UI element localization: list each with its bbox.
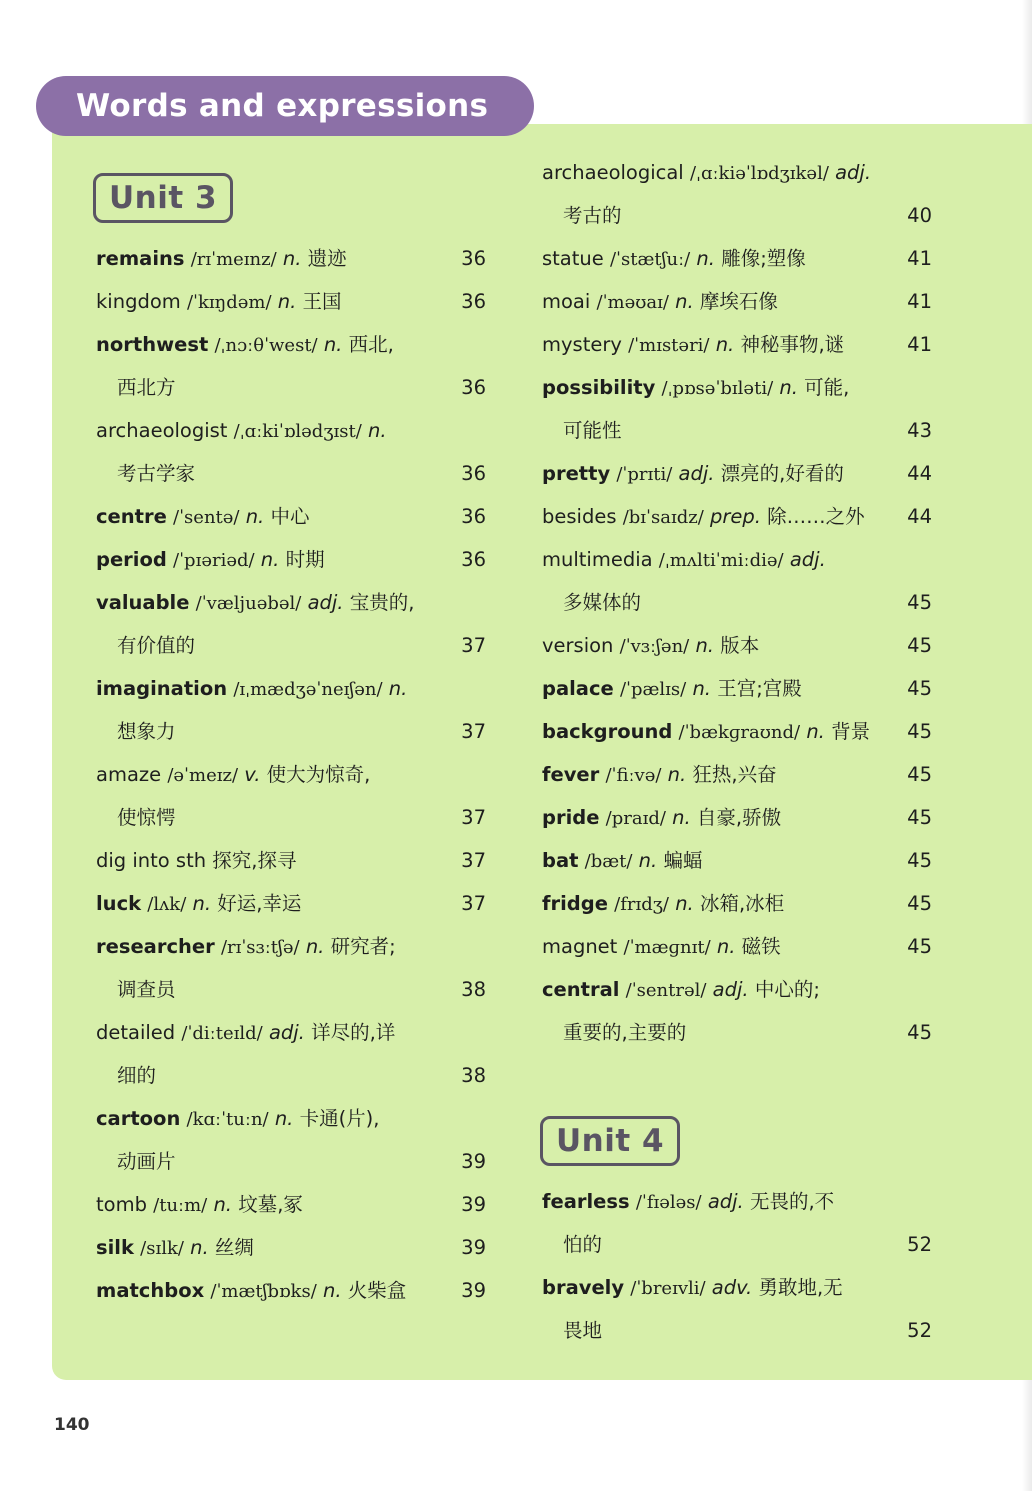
entry-line [542, 753, 932, 796]
phonetic: /ˌmʌltiˈmiːdiə/ [658, 550, 784, 571]
part-of-speech: n. [245, 505, 265, 528]
phonetic: /ˈstætʃuː/ [609, 249, 691, 270]
entry-line [542, 495, 932, 538]
chinese-gloss: 勇敢地,无 [758, 1276, 843, 1299]
part-of-speech: n. [692, 677, 711, 700]
section-title: Words and expressions [76, 88, 489, 124]
unit-4-title: Unit 4 [555, 1123, 665, 1159]
chinese-gloss: 蝙蝠 [663, 849, 703, 872]
chinese-gloss: 探究,探寻 [212, 849, 297, 872]
entry-line [96, 452, 486, 495]
part-of-speech: adj. [268, 1021, 305, 1044]
page-ref: 52 [907, 1319, 932, 1342]
part-of-speech: v. [244, 763, 261, 786]
page-ref: 37 [461, 806, 486, 829]
chinese-gloss: 版本 [720, 634, 760, 657]
vocab-entry [96, 925, 486, 1011]
headword: cartoon [96, 1107, 181, 1130]
part-of-speech: n. [695, 634, 714, 657]
headword: bat [542, 849, 579, 872]
vocab-entry [542, 753, 932, 796]
phonetic: /rɪˈmeɪnz/ [190, 249, 277, 270]
chinese-gloss: 丝绸 [214, 1236, 254, 1259]
chinese-gloss: 摩埃石像 [699, 290, 778, 313]
headword: silk [96, 1236, 134, 1259]
chinese-gloss: 漂亮的,好看的 [720, 462, 844, 485]
part-of-speech: n. [322, 1279, 342, 1302]
entry-line [96, 1054, 486, 1097]
vocab-entry [96, 1011, 486, 1097]
entry-line [96, 667, 486, 710]
chinese-gloss: 畏地 [563, 1319, 603, 1342]
phonetic: /əˈmeɪz/ [167, 765, 239, 786]
headword: background [542, 720, 673, 743]
phonetic: /kɑːˈtuːn/ [186, 1109, 269, 1130]
entry-line [96, 925, 486, 968]
entry-line [96, 366, 486, 409]
chinese-gloss: 磁铁 [741, 935, 781, 958]
vocab-entry [542, 237, 932, 280]
chinese-gloss: 详尽的,详 [311, 1021, 396, 1044]
entry-line [96, 495, 486, 538]
entry-line [96, 280, 486, 323]
headword: besides [542, 505, 617, 528]
phonetic: /ˈvæljuəbəl/ [195, 593, 302, 614]
part-of-speech: n. [213, 1193, 233, 1216]
vocab-entry [96, 882, 486, 925]
page-ref: 45 [907, 849, 932, 872]
page-number: 140 [54, 1415, 90, 1435]
headword: archaeologist [96, 419, 228, 442]
entry-line [96, 710, 486, 753]
vocab-entry [542, 882, 932, 925]
entry-line [96, 1269, 486, 1312]
page-ref: 39 [461, 1236, 486, 1259]
page-ref: 45 [907, 892, 932, 915]
entry-line [96, 882, 486, 925]
part-of-speech: n. [367, 419, 387, 442]
entry-line [542, 237, 932, 280]
entry-line [96, 796, 486, 839]
entry-line [542, 323, 932, 366]
chinese-gloss: 使惊愕 [117, 806, 176, 829]
entry-line [542, 925, 932, 968]
chinese-gloss: 无畏的,不 [749, 1190, 835, 1213]
headword: magnet [542, 935, 618, 958]
phonetic: /ɪˌmædʒəˈneɪʃən/ [233, 679, 383, 700]
chinese-gloss: 自豪,骄傲 [696, 806, 782, 829]
headword: luck [96, 892, 142, 915]
headword: fever [542, 763, 600, 786]
vocab-entry [542, 323, 932, 366]
part-of-speech: n. [715, 333, 735, 356]
unit-4-label [540, 1116, 680, 1166]
chinese-gloss: 想象力 [117, 720, 176, 743]
part-of-speech: n. [323, 333, 343, 356]
chinese-gloss: 狂热,兴奋 [692, 763, 777, 786]
entry-line [542, 882, 932, 925]
entry-line [96, 624, 486, 667]
vocab-entry [96, 1269, 486, 1312]
headword: mystery [542, 333, 622, 356]
vocab-entry [96, 1226, 486, 1269]
chinese-gloss: 王国 [302, 290, 342, 313]
page-ref: 39 [461, 1279, 486, 1302]
entry-line [542, 1011, 932, 1054]
headword: amaze [96, 763, 162, 786]
vocab-entry [96, 753, 486, 839]
chinese-gloss: 遗迹 [307, 247, 347, 270]
entry-line [542, 409, 932, 452]
chinese-gloss: 有价值的 [117, 634, 196, 657]
part-of-speech: n. [806, 720, 825, 743]
chinese-gloss: 雕像;塑像 [721, 247, 806, 270]
vocab-entry [542, 495, 932, 538]
chinese-gloss: 坟墓,冢 [238, 1193, 303, 1216]
page-ref: 40 [907, 204, 932, 227]
page-ref: 45 [907, 763, 932, 786]
vocab-entry [542, 624, 932, 667]
part-of-speech: n. [277, 290, 297, 313]
headword: statue [542, 247, 604, 270]
vocab-entry [96, 581, 486, 667]
page-ref: 39 [461, 1150, 486, 1173]
phonetic: /praɪd/ [605, 808, 666, 829]
unit-3-word-list [96, 237, 486, 1312]
chinese-gloss: 王宫;宫殿 [717, 677, 802, 700]
headword: bravely [542, 1276, 625, 1299]
page-ref: 45 [907, 634, 932, 657]
page-ref: 41 [907, 333, 932, 356]
vocab-entry [542, 667, 932, 710]
entry-line [542, 1180, 932, 1223]
vocab-entry [542, 366, 932, 452]
part-of-speech: n. [675, 290, 694, 313]
part-of-speech: n. [260, 548, 280, 571]
vocab-entry [542, 151, 932, 237]
vocab-entry [96, 839, 486, 882]
entry-line [96, 1183, 486, 1226]
headword: fridge [542, 892, 608, 915]
phonetic: /ˈpælɪs/ [619, 679, 687, 700]
entry-line [542, 1223, 932, 1266]
entry-line [96, 1097, 486, 1140]
part-of-speech: adj. [712, 978, 749, 1001]
page-ref: 52 [907, 1233, 932, 1256]
page-ref: 37 [461, 849, 486, 872]
part-of-speech: n. [672, 806, 691, 829]
chinese-gloss: 动画片 [117, 1150, 176, 1173]
headword: matchbox [96, 1279, 205, 1302]
phonetic: /bæt/ [584, 851, 633, 872]
vocab-entry [542, 1266, 932, 1352]
phonetic: /sɪlk/ [140, 1238, 184, 1259]
chinese-gloss: 背景 [831, 720, 871, 743]
phonetic: /ˈprɪti/ [616, 464, 673, 485]
headword: northwest [96, 333, 209, 356]
headword: archaeological [542, 161, 684, 184]
part-of-speech: n. [667, 763, 687, 786]
chinese-gloss: 西北, [348, 333, 394, 356]
entry-line [542, 194, 932, 237]
entry-line [96, 538, 486, 581]
entry-line [96, 1226, 486, 1269]
chinese-gloss: 考古学家 [117, 462, 196, 485]
part-of-speech: n. [282, 247, 302, 270]
headword: moai [542, 290, 591, 313]
entry-line [96, 1140, 486, 1183]
headword: tomb [96, 1193, 147, 1216]
unit-3-title: Unit 3 [108, 180, 218, 216]
chinese-gloss: 使大为惊奇, [266, 763, 371, 786]
entry-line [96, 323, 486, 366]
part-of-speech: adj. [789, 548, 826, 571]
page-ref: 38 [461, 1064, 486, 1087]
phonetic: /ˌɑːkiəˈlɒdʒɪkəl/ [689, 163, 829, 184]
headword: imagination [96, 677, 228, 700]
chinese-gloss: 时期 [285, 548, 325, 571]
phonetic: /ˈfiːvə/ [605, 765, 662, 786]
vocab-entry [96, 667, 486, 753]
part-of-speech: adj. [678, 462, 715, 485]
unit-4-word-list [542, 1180, 932, 1352]
page-ref: 45 [907, 677, 932, 700]
headword: possibility [542, 376, 656, 399]
entry-line [542, 968, 932, 1011]
part-of-speech: n. [388, 677, 408, 700]
page-ref: 45 [907, 1021, 932, 1044]
vocab-entry [542, 925, 932, 968]
vocab-entry [542, 538, 932, 624]
phonetic: /ˌɑːkiˈɒlədʒɪst/ [233, 421, 362, 442]
vocab-entry [96, 280, 486, 323]
page-ref: 36 [461, 462, 486, 485]
page-ref: 45 [907, 591, 932, 614]
entry-line [96, 753, 486, 796]
part-of-speech: adj. [307, 591, 344, 614]
page-ref: 41 [907, 247, 932, 270]
unit-3-word-list-continued [542, 151, 932, 1054]
phonetic: /ˈbreɪvli/ [630, 1278, 706, 1299]
chinese-gloss: 研究者; [330, 935, 396, 958]
page-ref: 37 [461, 634, 486, 657]
page-ref: 44 [907, 505, 932, 528]
entry-line [96, 581, 486, 624]
chinese-gloss: 调查员 [117, 978, 176, 1001]
part-of-speech: n. [638, 849, 658, 872]
vocab-entry [96, 237, 486, 280]
phonetic: /ˈfɪələs/ [635, 1192, 702, 1213]
vocab-entry [542, 710, 932, 753]
vocab-entry [96, 538, 486, 581]
page-ref: 36 [461, 290, 486, 313]
part-of-speech: n. [305, 935, 325, 958]
phonetic: /ˈkɪŋdəm/ [186, 292, 272, 313]
entry-line [542, 667, 932, 710]
part-of-speech: n. [696, 247, 715, 270]
phonetic: /frɪdʒ/ [614, 894, 669, 915]
part-of-speech: n. [274, 1107, 294, 1130]
page-ref: 36 [461, 376, 486, 399]
phonetic: /ˈsentə/ [173, 507, 240, 528]
section-title-banner [36, 76, 534, 136]
headword: kingdom [96, 290, 181, 313]
entry-line [542, 452, 932, 495]
page-ref: 39 [461, 1193, 486, 1216]
part-of-speech: prep. [710, 505, 761, 528]
vocab-entry [96, 409, 486, 495]
page-ref: 38 [461, 978, 486, 1001]
entry-line [542, 581, 932, 624]
chinese-gloss: 宝贵的, [349, 591, 415, 614]
part-of-speech: n. [716, 935, 736, 958]
unit-3-label [93, 173, 233, 223]
page-ref: 37 [461, 892, 486, 915]
entry-line [542, 796, 932, 839]
chinese-gloss: 卡通(片), [299, 1107, 380, 1130]
page-ref: 36 [461, 505, 486, 528]
headword: remains [96, 247, 185, 270]
page-ref: 36 [461, 548, 486, 571]
phonetic: /ˈsentrəl/ [625, 980, 707, 1001]
entry-line [542, 624, 932, 667]
entry-line [542, 839, 932, 882]
chinese-gloss: 考古的 [563, 204, 622, 227]
phonetic: /ˌpɒsəˈbɪləti/ [661, 378, 774, 399]
chinese-gloss: 怕的 [563, 1233, 603, 1256]
phonetic: /ˈvɜːʃən/ [619, 636, 690, 657]
page-ref: 36 [461, 247, 486, 270]
part-of-speech: adv. [711, 1276, 753, 1299]
headword: version [542, 634, 614, 657]
chinese-gloss: 好运,幸运 [217, 892, 302, 915]
entry-line [96, 1011, 486, 1054]
phonetic: /ˈdiːteɪld/ [181, 1023, 263, 1044]
vocab-entry [96, 1097, 486, 1183]
chinese-gloss: 中心 [270, 505, 310, 528]
phonetic: /tuːm/ [153, 1195, 208, 1216]
vocab-entry [96, 495, 486, 538]
entry-line [542, 710, 932, 753]
chinese-gloss: 可能性 [563, 419, 622, 442]
part-of-speech: adj. [707, 1190, 744, 1213]
chinese-gloss: 可能, [804, 376, 850, 399]
chinese-gloss: 冰箱,冰柜 [699, 892, 785, 915]
phonetic: /lʌk/ [147, 894, 187, 915]
vocab-entry [542, 280, 932, 323]
chinese-gloss: 重要的,主要的 [563, 1021, 687, 1044]
part-of-speech: n. [190, 1236, 209, 1259]
phonetic: /bɪˈsaɪdz/ [622, 507, 704, 528]
phonetic: /ˈmɪstəri/ [628, 335, 710, 356]
page-ref: 37 [461, 720, 486, 743]
page-ref: 45 [907, 720, 932, 743]
chinese-gloss: 多媒体的 [563, 591, 642, 614]
entry-line [542, 280, 932, 323]
phonetic: /ˈməʊaɪ/ [596, 292, 669, 313]
part-of-speech: n. [192, 892, 212, 915]
headword: detailed [96, 1021, 176, 1044]
entry-line [542, 366, 932, 409]
vocab-entry [542, 968, 932, 1054]
entry-line [96, 968, 486, 1011]
entry-line [542, 1309, 932, 1352]
vocab-entry [542, 452, 932, 495]
part-of-speech: n. [779, 376, 798, 399]
vocab-entry [542, 1180, 932, 1266]
page-ref: 45 [907, 806, 932, 829]
phonetic: /rɪˈsɜːtʃə/ [220, 937, 300, 958]
entry-line [96, 237, 486, 280]
phonetic: /ˈmætʃbɒks/ [210, 1281, 317, 1302]
headword: palace [542, 677, 614, 700]
phonetic: /ˈpɪəriəd/ [173, 550, 255, 571]
chinese-gloss: 除……之外 [767, 505, 865, 528]
entry-line [542, 1266, 932, 1309]
headword: central [542, 978, 620, 1001]
headword: pride [542, 806, 600, 829]
headword: valuable [96, 591, 190, 614]
part-of-speech: adj. [835, 161, 872, 184]
headword: multimedia [542, 548, 653, 571]
headword: researcher [96, 935, 215, 958]
chinese-gloss: 神秘事物,谜 [740, 333, 845, 356]
page-ref: 43 [907, 419, 932, 442]
entry-line [542, 151, 932, 194]
chinese-gloss: 中心的; [754, 978, 820, 1001]
headword: pretty [542, 462, 611, 485]
chinese-gloss: 细的 [117, 1064, 157, 1087]
entry-line [542, 538, 932, 581]
headword: fearless [542, 1190, 630, 1213]
chinese-gloss: 火柴盒 [347, 1279, 407, 1302]
entry-line [96, 839, 486, 882]
headword: centre [96, 505, 167, 528]
vocab-entry [542, 839, 932, 882]
phonetic: /ˈmæɡnɪt/ [623, 937, 711, 958]
phonetic: /ˌnɔːθˈwest/ [214, 335, 318, 356]
vocab-entry [96, 323, 486, 409]
chinese-gloss: 西北方 [117, 376, 176, 399]
headword: dig into sth [96, 849, 207, 872]
entry-line [96, 409, 486, 452]
page-ref: 44 [907, 462, 932, 485]
vocab-entry [96, 1183, 486, 1226]
page-ref: 45 [907, 935, 932, 958]
vocab-entry [542, 796, 932, 839]
headword: period [96, 548, 167, 571]
page-ref: 41 [907, 290, 932, 313]
part-of-speech: n. [675, 892, 694, 915]
phonetic: /ˈbækɡraʊnd/ [678, 722, 801, 743]
